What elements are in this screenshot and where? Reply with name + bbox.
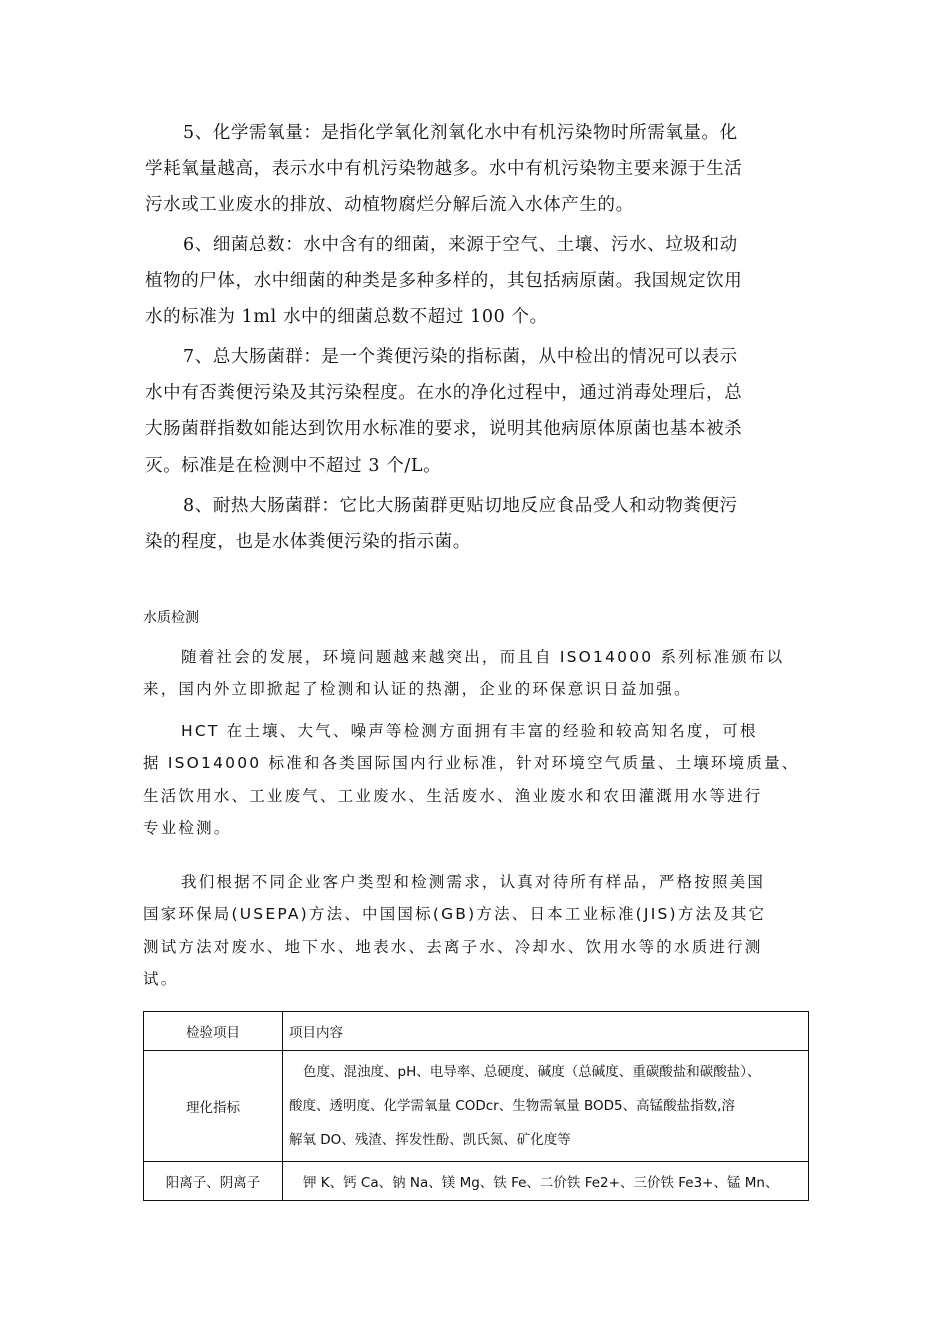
paragraph-intro	[143, 641, 808, 706]
paragraph-cod	[145, 115, 805, 224]
cell-text-line: 钾 K、钙 Ca、钠 Na、镁 Mg、铁 Fe、二价铁 Fe2+、三价铁 Fe3+、锰 Mn、	[303, 1175, 779, 1191]
text-line: 国家环保局(USEPA)方法、中国国标(GB)方法、日本工业标准(JIS)方法及其它	[143, 905, 767, 924]
row-content-cell	[283, 1162, 809, 1201]
table-header-row	[144, 1012, 809, 1051]
row-content-cell	[283, 1051, 809, 1162]
text-line: 大肠菌群指数如能达到饮用水标准的要求，说明其他病原体原菌也基本被杀	[145, 419, 743, 440]
paragraph-bacteria	[145, 227, 805, 336]
text-line: 水中有否粪便污染及其污染程度。在水的净化过程中，通过消毒处理后，总	[145, 383, 743, 404]
row-item-cell: 阳离子、阴离子	[144, 1162, 283, 1201]
text-line: 6、细菌总数：水中含有的细菌，来源于空气、土壤、污水、垃圾和动	[183, 235, 738, 255]
header-cell-content: 项目内容	[283, 1012, 809, 1051]
cell-text-line: 解氧 DO、残渣、挥发性酚、凯氏氮、矿化度等	[289, 1132, 571, 1148]
text-line: 灭。标准是在检测中不超过 3 个/L。	[145, 455, 442, 476]
text-line: 7、总大肠菌群：是一个粪便污染的指标菌，从中检出的情况可以表示	[183, 347, 738, 367]
text-line: 生活饮用水、工业废气、工业废水、生活废水、渔业废水和农田灌溉用水等进行	[143, 786, 763, 805]
cell-text-line: 酸度、透明度、化学需氧量 CODcr、生物需氧量 BOD5、高锰酸盐指数,溶	[289, 1098, 735, 1114]
row-item-cell: 理化指标	[144, 1051, 283, 1162]
header-cell-item: 检验项目	[144, 1012, 283, 1051]
text-line: 污水或工业废水的排放、动植物腐烂分解后流入水体产生的。	[145, 195, 634, 216]
cell-text-line: 色度、混浊度、pH、电导率、总硬度、碱度（总碱度、重碳酸盐和碳酸盐）、	[303, 1064, 761, 1080]
paragraph-hct	[143, 715, 808, 844]
table-row	[144, 1162, 809, 1201]
text-line: 随着社会的发展，环境问题越来越突出，而且自 ISO14000 系列标准颁布以	[181, 648, 785, 666]
text-line: 染的程度，也是水体粪便污染的指示菌。	[145, 532, 471, 553]
text-line: 植物的尸体，水中细菌的种类是多种多样的，其包括病原菌。我国规定饮用	[145, 271, 743, 292]
text-line: 测试方法对废水、地下水、地表水、去离子水、冷却水、饮用水等的水质进行测	[143, 937, 763, 956]
text-line: 据 ISO14000 标准和各类国际国内行业标准，针对环境空气质量、土壤环境质量、	[143, 754, 800, 773]
text-line: 8、耐热大肠菌群：它比大肠菌群更贴切地反应食品受人和动物粪便污	[183, 496, 738, 516]
paragraph-coliform	[145, 339, 805, 484]
text-line: 学耗氧量越高，表示水中有机污染物越多。水中有机污染物主要来源于生活	[145, 159, 743, 180]
table-row	[144, 1051, 809, 1162]
text-line: HCT 在土壤、大气、噪声等检测方面拥有丰富的经验和较高知名度，可根	[181, 722, 758, 740]
paragraph-methods	[143, 866, 808, 995]
text-line: 来，国内外立即掀起了检测和认证的热潮，企业的环保意识日益加强。	[143, 680, 692, 699]
paragraph-thermo-coliform	[145, 488, 805, 560]
text-line: 试。	[143, 969, 179, 988]
text-line: 水的标准为 1ml 水中的细菌总数不超过 100 个。	[145, 307, 548, 328]
text-line: 专业检测。	[143, 818, 232, 837]
inspection-table	[143, 1011, 809, 1201]
text-line: 5、化学需氧量：是指化学氧化剂氧化水中有机污染物时所需氧量。化	[183, 123, 738, 143]
text-line: 我们根据不同企业客户类型和检测需求，认真对待所有样品，严格按照美国	[181, 873, 766, 891]
section-heading: 水质检测	[143, 610, 199, 626]
